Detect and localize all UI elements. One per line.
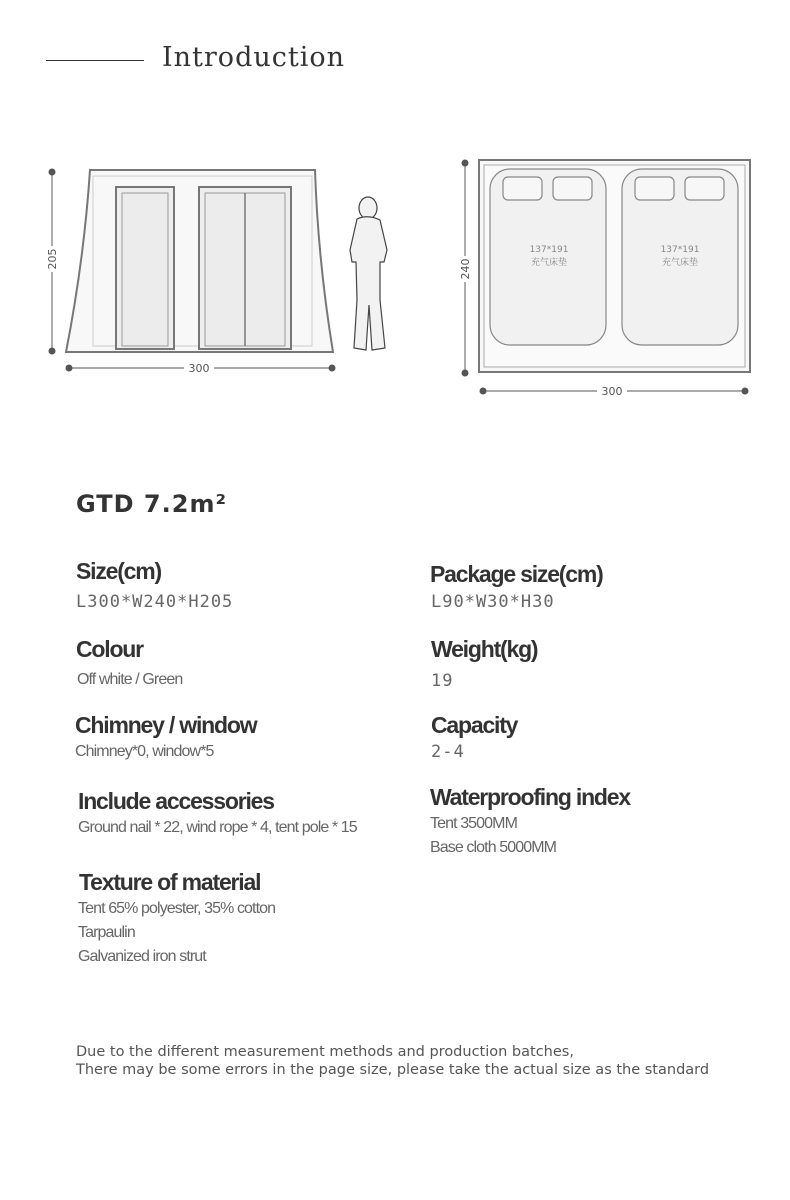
floor-width-label: 300 (601, 385, 623, 398)
front-view (45, 169, 387, 377)
accessories-label: Include accessories (78, 788, 274, 814)
tent-left-door-panel (122, 193, 168, 346)
chimney-label: Chimney / window (75, 712, 257, 738)
model-title: GTD 7.2m² (76, 490, 227, 518)
package-label: Package size(cm) (430, 561, 603, 587)
front-width-label: 300 (188, 362, 210, 375)
material-line-3: Galvanized iron strut (78, 948, 206, 965)
package-value: L90*W30*H30 (431, 592, 555, 612)
waterproof-label: Waterproofing index (430, 784, 630, 810)
tent-diagram (0, 0, 790, 420)
floor-depth-label: 240 (459, 258, 472, 280)
colour-value: Off white / Green (77, 671, 183, 688)
page-title: Introduction (162, 42, 345, 73)
pillow-icon (685, 177, 724, 200)
pillow-icon (553, 177, 592, 200)
accessories-value: Ground nail * 22, wind rope * 4, tent pole * 15 (78, 819, 357, 836)
material-label: Texture of material (79, 869, 261, 895)
bed-2-size: 137*191 (660, 245, 700, 255)
bed-2-name: 充气床垫 (661, 258, 699, 268)
capacity-label: Capacity (431, 712, 518, 738)
waterproof-line-2: Base cloth 5000MM (430, 839, 557, 856)
material-line-2: Tarpaulin (78, 924, 135, 941)
colour-label: Colour (76, 636, 143, 662)
bed-1-name: 充气床垫 (530, 258, 568, 268)
bed-1-size: 137*191 (529, 245, 569, 255)
chimney-value: Chimney*0, window*5 (75, 743, 214, 760)
waterproof-line-1: Tent 3500MM (430, 815, 518, 832)
weight-value: 19 (431, 671, 454, 691)
weight-label: Weight(kg) (431, 636, 538, 662)
size-label: Size(cm) (76, 558, 161, 584)
person-icon (350, 197, 387, 350)
size-value: L300*W240*H205 (76, 592, 234, 612)
floor-plan (458, 160, 750, 400)
disclaimer (76, 1043, 709, 1079)
disclaimer-line-1: Due to the different measurement methods and production batches, (76, 1044, 574, 1060)
disclaimer-line-2: There may be some errors in the page size, please take the actual size as the standard (76, 1062, 710, 1078)
front-height-label: 205 (46, 248, 59, 270)
pillow-icon (503, 177, 542, 200)
material-line-1: Tent 65% polyester, 35% cotton (78, 900, 276, 917)
capacity-value: 2-4 (431, 742, 465, 762)
pillow-icon (635, 177, 674, 200)
